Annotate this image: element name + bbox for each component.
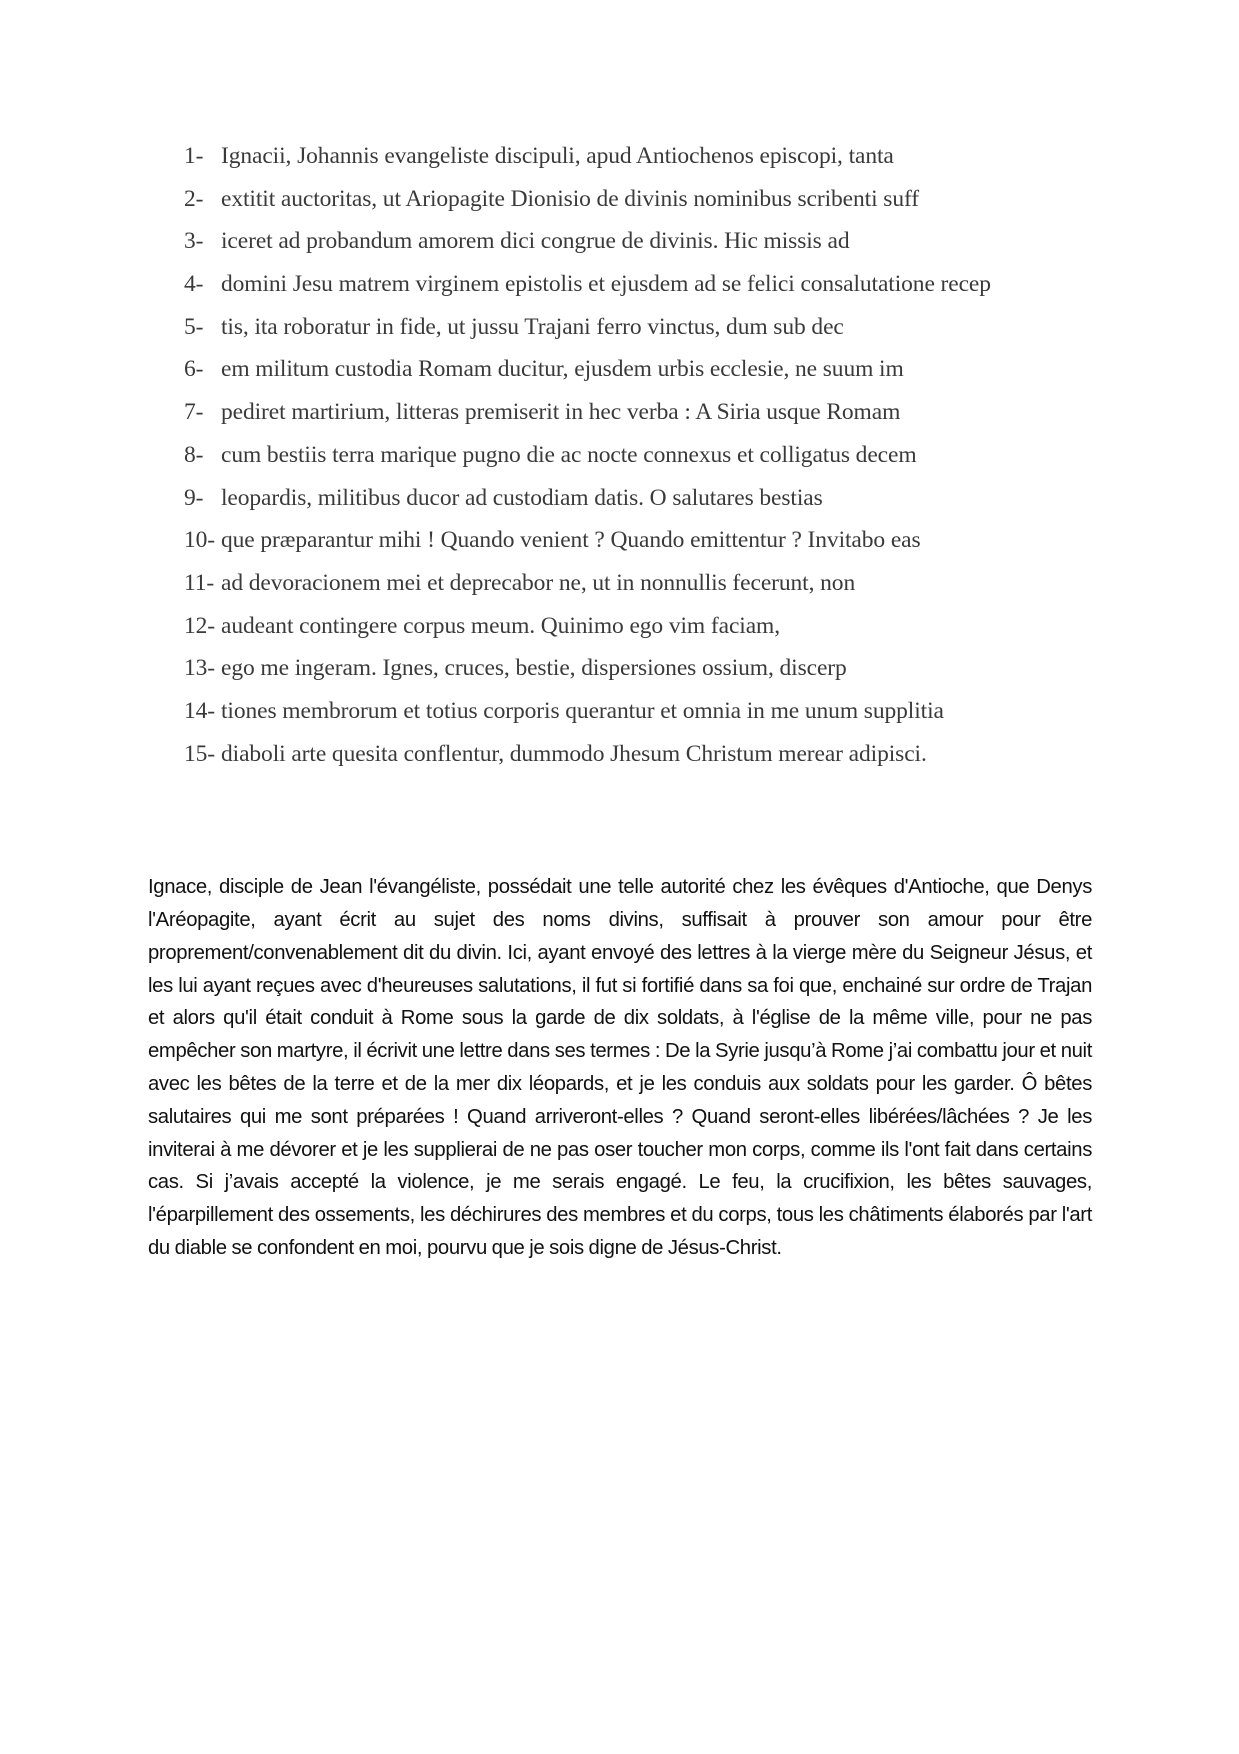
line-number: 14- — [184, 697, 216, 724]
line-number: 15- — [184, 740, 216, 767]
line-text: que præparantur mihi ! Quando venient ? Quando emittentur ? Invitabo eas — [221, 527, 921, 554]
line-number: 2- — [184, 185, 204, 212]
line-number: 4- — [184, 271, 204, 298]
latin-line-9 — [184, 485, 1084, 528]
latin-text-block — [184, 143, 1084, 783]
latin-line-10 — [184, 527, 1084, 570]
line-number: 9- — [184, 484, 204, 511]
latin-line-12 — [184, 613, 1084, 656]
line-text: audeant contingere corpus meum. Quinimo ego vim faciam, — [221, 612, 780, 639]
line-text: pediret martirium, litteras premiserit in hec verba : A Siria usque Romam — [221, 399, 901, 426]
line-number: 5- — [184, 313, 204, 340]
latin-line-6 — [184, 356, 1084, 399]
line-number: 3- — [184, 228, 204, 255]
line-number: 7- — [184, 399, 204, 426]
line-text: cum bestiis terra marique pugno die ac nocte connexus et colligatus decem — [221, 441, 917, 468]
latin-line-14 — [184, 698, 1084, 741]
line-text: extitit auctoritas, ut Ariopagite Dionisio de divinis nominibus scribenti suff — [221, 185, 919, 212]
latin-line-8 — [184, 442, 1084, 485]
latin-line-13 — [184, 655, 1084, 698]
latin-line-7 — [184, 399, 1084, 442]
latin-line-5 — [184, 314, 1084, 357]
line-text: ad devoracionem mei et deprecabor ne, ut in nonnullis fecerunt, non — [221, 569, 856, 596]
latin-line-3 — [184, 228, 1084, 271]
latin-line-1 — [184, 143, 1084, 186]
line-text: Ignacii, Johannis evangeliste discipuli, apud Antiochenos episcopi, tanta — [221, 143, 894, 169]
line-text: tiones membrorum et totius corporis querantur et omnia in me unum supplitia — [221, 697, 944, 724]
line-number: 8- — [184, 441, 204, 468]
line-text: em militum custodia Romam ducitur, ejusdem urbis ecclesie, ne suum im — [221, 356, 904, 383]
line-text: leopardis, militibus ducor ad custodiam datis. O salutares bestias — [221, 484, 823, 511]
line-text: domini Jesu matrem virginem epistolis et ejusdem ad se felici consalutatione recep — [221, 271, 991, 298]
latin-line-2 — [184, 186, 1084, 229]
line-number: 10- — [184, 527, 216, 554]
latin-line-11 — [184, 570, 1084, 613]
line-text: tis, ita roboratur in fide, ut jussu Trajani ferro vinctus, dum sub dec — [221, 313, 844, 340]
line-number: 12- — [184, 612, 216, 639]
line-number: 11- — [184, 569, 215, 596]
line-text: iceret ad probandum amorem dici congrue de divinis. Hic missis ad — [221, 228, 850, 255]
line-number: 13- — [184, 655, 216, 682]
line-text: diaboli arte quesita conflentur, dummodo Jhesum Christum merear adipisci. — [221, 740, 927, 767]
line-number: 1- — [184, 143, 204, 169]
line-number: 6- — [184, 356, 204, 383]
french-translation-paragraph: Ignace, disciple de Jean l'évangéliste, possédait une telle autorité chez les évêques d'Antioche, que Denys l'Aréopagite, ayant écrit au sujet des noms divins, suffisait à prouver son amour pour être proprement/convenablement dit du divin. Ici, ayant envoyé des lettres à la vierge mère du Seigneur Jésus, et les lui ayant reçues avec d'heureuses salutations, il fut si fortifié dans sa foi que, enchainé sur ordre de Trajan et alors qu'il était conduit à Rome sous la garde de dix soldats, à l'église de la même ville, pour ne pas empêcher son martyre, il écrivit une lettre dans ses termes : De la Syrie jusqu’à Rome j’ai combattu jour et nuit avec les bêtes de la terre et de la mer dix léopards, et je les conduis aux soldats pour les garder. Ô bêtes salutaires qui me sont préparées ! Quand arriveront-elles ? Quand seront-elles libérées/lâchées ? Je les inviterai à me dévorer et je les supplierai de ne pas oser toucher mon corps, comme ils l'ont fait dans certains cas. Si j’avais accepté la violence, je me serais engagé. Le feu, la crucifixion, les bêtes sauvages, l'éparpillement des ossements, les déchirures des membres et du corps, tous les châtiments élaborés par l'art du diable se confondent en moi, pourvu que je sois digne de Jésus-Christ. — [148, 876, 1092, 1260]
latin-line-15 — [184, 741, 1084, 784]
line-text: ego me ingeram. Ignes, cruces, bestie, dispersiones ossium, discerp — [221, 655, 847, 682]
latin-line-4 — [184, 271, 1084, 314]
